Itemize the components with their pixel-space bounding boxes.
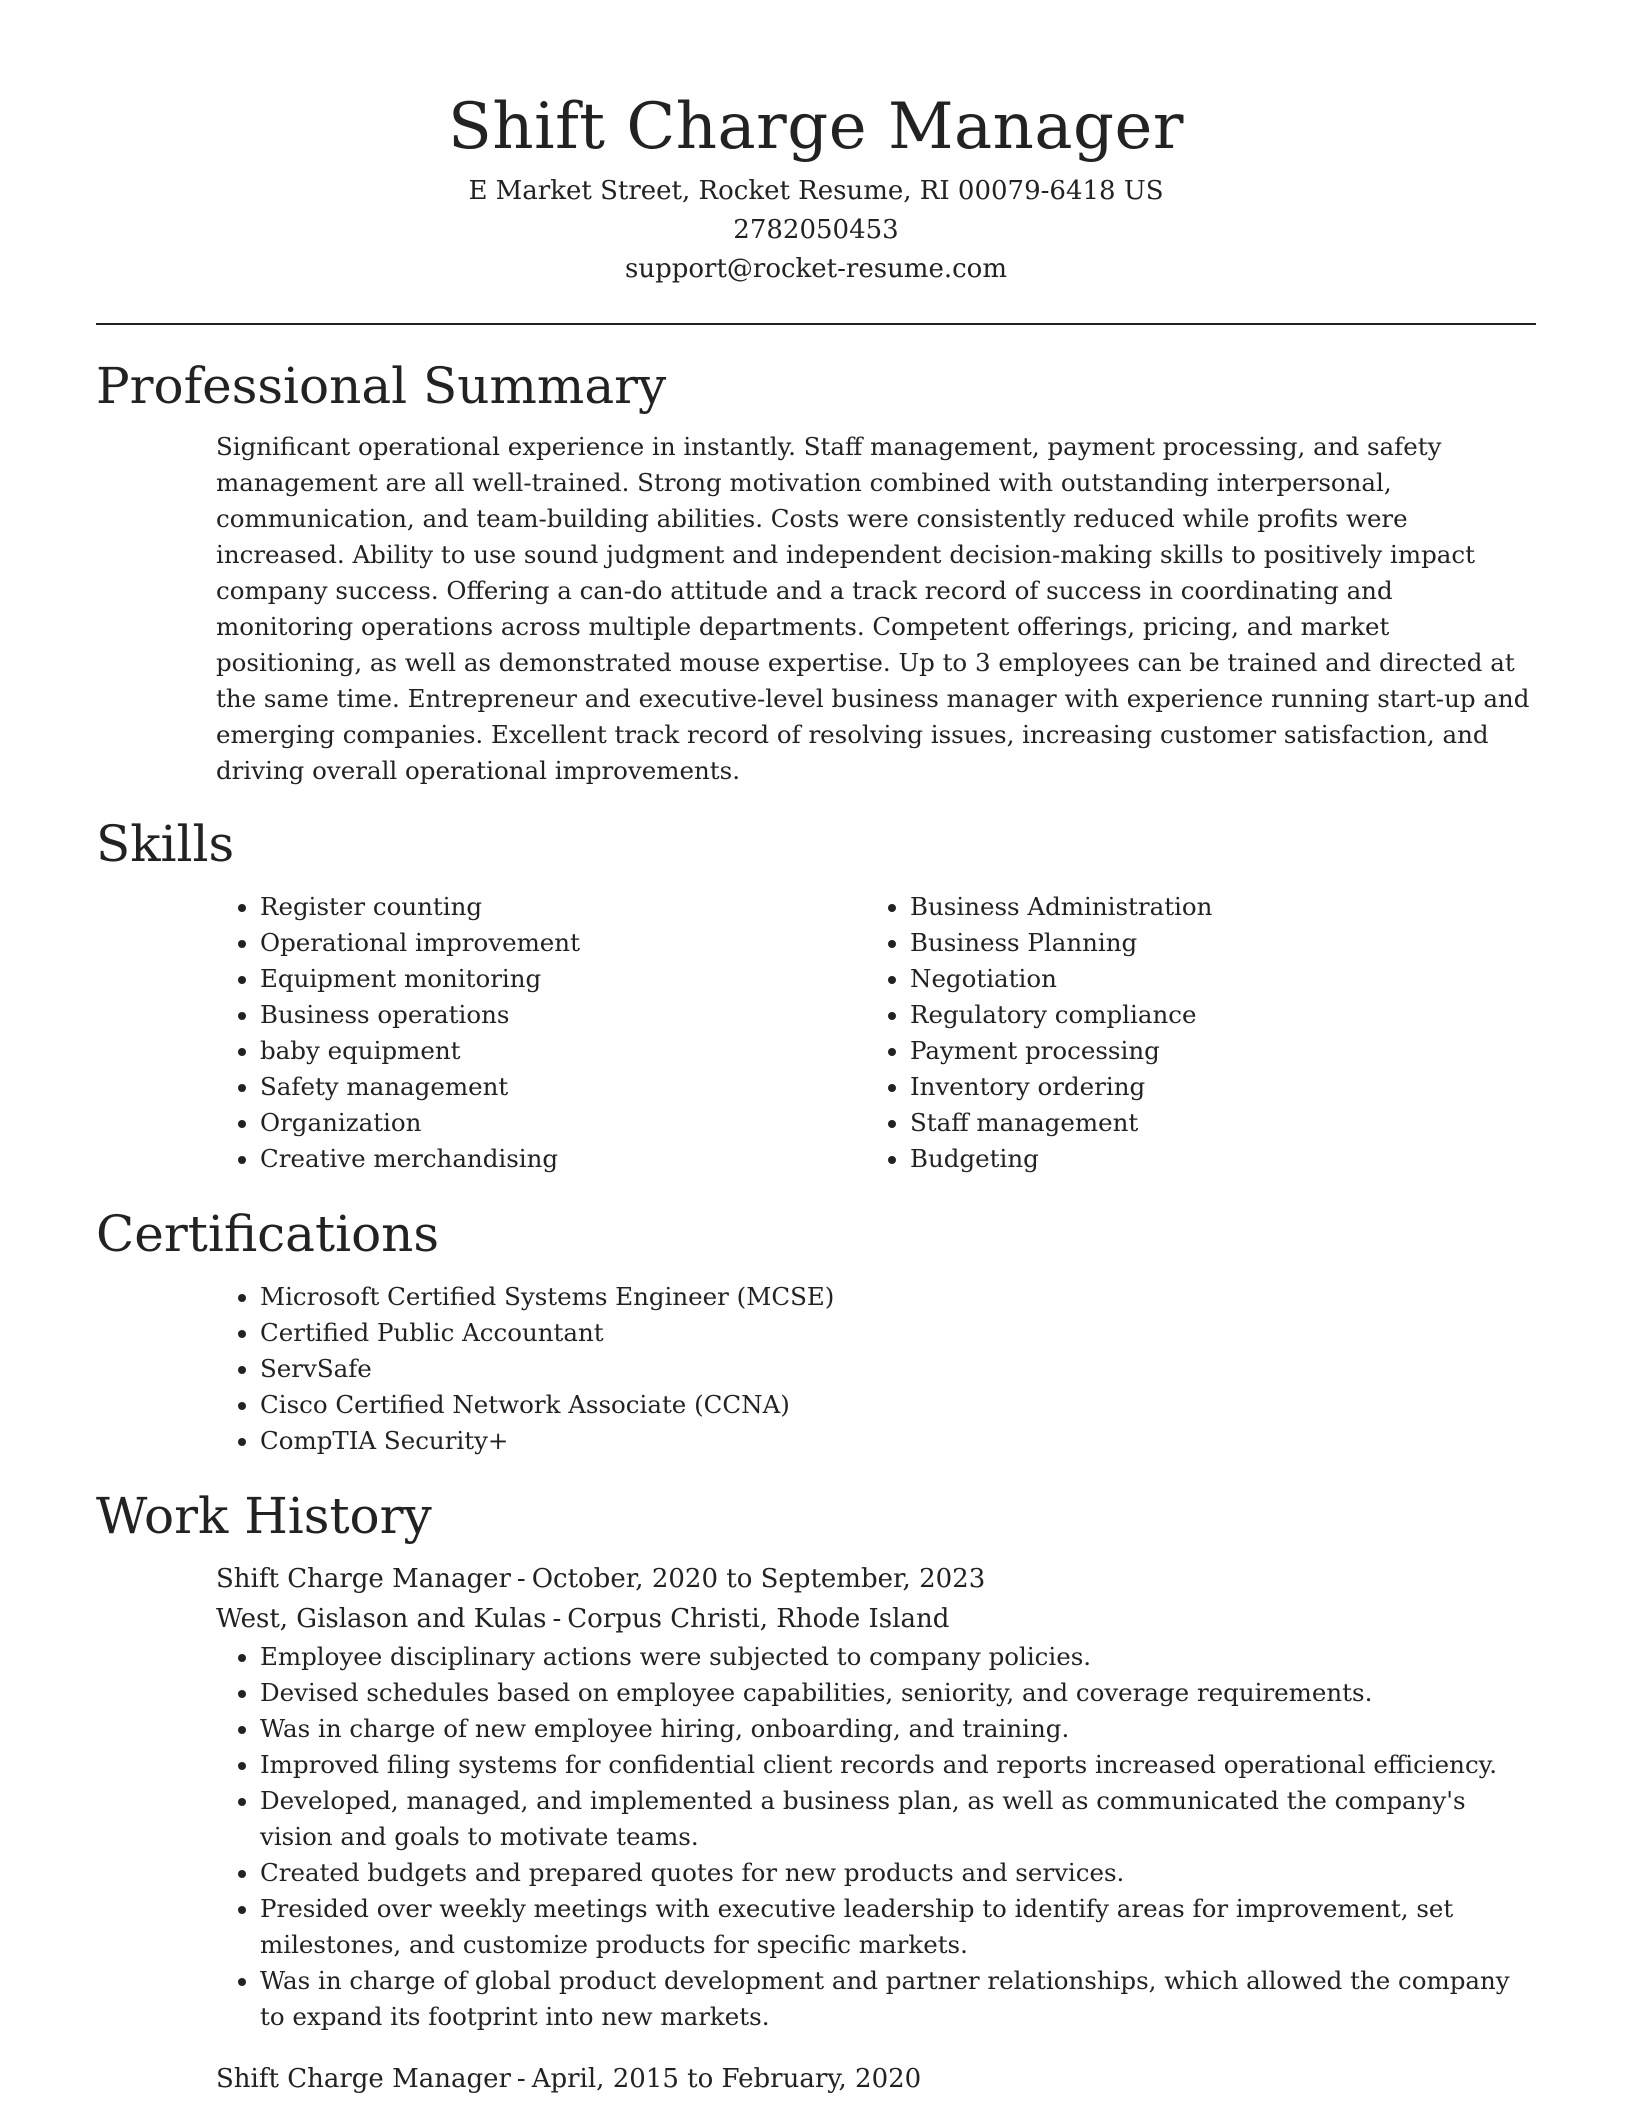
- job-company-line: [216, 1599, 1536, 1639]
- job-dates: October, 2020 to September, 2023: [531, 1564, 986, 1594]
- skill-item: • Safety management: [260, 1069, 746, 1105]
- job-title-line: [216, 2059, 1536, 2099]
- work-history-heading: Work History: [96, 1487, 432, 1545]
- skills-list-left: [96, 889, 746, 1177]
- skill-item: • Business Planning: [910, 925, 1510, 961]
- job-bullet: • Presided over weekly meetings with executive leadership to identify areas for improvement, set milestones, and customize products for specific markets.: [260, 1891, 1536, 1963]
- skill-item: • Register counting: [260, 889, 746, 925]
- contact-address: E Market Street, Rocket Resume, RI 00079-6418 US: [468, 176, 1164, 206]
- contact-email: support@rocket-resume.com: [624, 254, 1007, 284]
- skill-item: • Equipment monitoring: [260, 961, 746, 997]
- skill-item: • Business operations: [260, 997, 746, 1033]
- skills-columns: [96, 889, 1536, 1177]
- skills-heading: Skills: [96, 815, 235, 873]
- resume-header: [96, 0, 1536, 289]
- job-dates: April, 2015 to February, 2020: [531, 2064, 922, 2094]
- job-bullet-list: [96, 1639, 1536, 2035]
- contact-phone: 2782050453: [733, 215, 899, 245]
- skill-item: • Budgeting: [910, 1141, 1510, 1177]
- certifications-heading: Certifications: [96, 1205, 440, 1263]
- job-title: Shift Charge Manager: [216, 2064, 511, 2094]
- certification-item: • Certified Public Accountant: [260, 1315, 1536, 1351]
- certifications-section: [96, 1201, 1536, 1459]
- job-bullet: • Employee disciplinary actions were subjected to company policies.: [260, 1639, 1536, 1675]
- skill-item: • Operational improvement: [260, 925, 746, 961]
- skills-section: [96, 811, 1536, 1177]
- job-bullet: • Was in charge of global product development and partner relationships, which allowed the company to expand its footprint into new markets.: [260, 1963, 1536, 2035]
- job-company: West, Gislason and Kulas: [216, 1604, 547, 1634]
- resume-name: Shift Charge Manager: [448, 90, 1184, 164]
- certifications-list: [96, 1279, 1536, 1459]
- resume-page: [96, 0, 1536, 2099]
- job-bullet: • Created budgets and prepared quotes for new products and services.: [260, 1855, 1536, 1891]
- certification-item: • Microsoft Certified Systems Engineer (MCSE): [260, 1279, 1536, 1315]
- certification-item: • ServSafe: [260, 1351, 1536, 1387]
- separator: -: [516, 2064, 526, 2094]
- skill-item: • Negotiation: [910, 961, 1510, 997]
- skill-item: • Regulatory compliance: [910, 997, 1510, 1033]
- certification-item: • CompTIA Security+: [260, 1423, 1536, 1459]
- work-history-section: [96, 1483, 1536, 2099]
- job-bullet: • Developed, managed, and implemented a business plan, as well as communicated the company's vision and goals to motivate teams.: [260, 1783, 1536, 1855]
- job-entry: [96, 1559, 1536, 2035]
- skill-item: • Staff management: [910, 1105, 1510, 1141]
- skill-item: • Inventory ordering: [910, 1069, 1510, 1105]
- summary-text: Significant operational experience in instantly. Staff management, payment processing, and safety management are all well-trained. Strong motivation combined with outstanding interpersonal, communication, and team-building abilities. Costs were consistently reduced while profits were increased. Ability to use sound judgment and independent decision-making skills to positively impact company success. Offering a can-do attitude and a track record of success in coordinating and monitoring operations across multiple departments. Competent offerings, pricing, and market positioning, as well as demonstrated mouse expertise. Up to 3 employees can be trained and directed at the same time. Entrepreneur and executive-level business manager with experience running start-up and emerging companies. Excellent track record of resolving issues, increasing customer satisfaction, and driving overall operational improvements.: [216, 432, 1530, 785]
- header-divider: [96, 323, 1536, 325]
- job-entry: [96, 2059, 1536, 2099]
- job-title: Shift Charge Manager: [216, 1564, 511, 1594]
- skill-item: • Creative merchandising: [260, 1141, 746, 1177]
- separator: -: [552, 1604, 562, 1634]
- summary-heading: Professional Summary: [96, 357, 667, 415]
- certification-item: • Cisco Certified Network Associate (CCNA): [260, 1387, 1536, 1423]
- job-bullet: • Devised schedules based on employee capabilities, seniority, and coverage requirements.: [260, 1675, 1536, 1711]
- job-bullet: • Was in charge of new employee hiring, onboarding, and training.: [260, 1711, 1536, 1747]
- skill-item: • Business Administration: [910, 889, 1510, 925]
- skills-list-right: [746, 889, 1510, 1177]
- summary-section: [96, 353, 1536, 789]
- job-location: Corpus Christi, Rhode Island: [567, 1604, 950, 1634]
- job-bullet: • Improved filing systems for confidential client records and reports increased operational efficiency.: [260, 1747, 1536, 1783]
- skill-item: • baby equipment: [260, 1033, 746, 1069]
- skill-item: • Payment processing: [910, 1033, 1510, 1069]
- job-title-line: [216, 1559, 1536, 1599]
- separator: -: [516, 1564, 526, 1594]
- skill-item: • Organization: [260, 1105, 746, 1141]
